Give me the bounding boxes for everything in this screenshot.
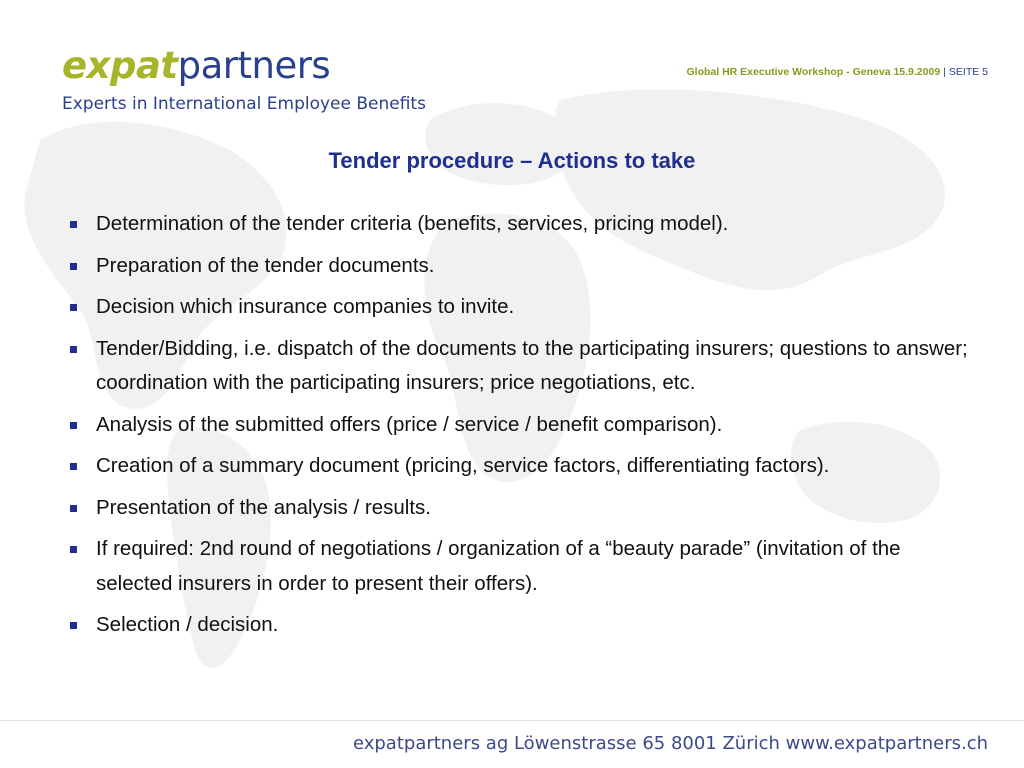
bullet-item <box>68 249 968 284</box>
bullet-text: Analysis of the submitted offers (price / service / benefit comparison). <box>96 412 723 436</box>
bullet-text: Selection / decision. <box>96 613 279 636</box>
square-bullet-icon <box>70 463 77 470</box>
bullet-item <box>68 449 968 484</box>
bullet-text: Determination of the tender criteria (benefits, services, pricing model). <box>96 212 729 235</box>
footer-divider <box>0 720 1024 721</box>
square-bullet-icon <box>70 221 77 228</box>
square-bullet-icon <box>70 304 77 311</box>
header-separator: | <box>943 66 946 78</box>
logo-text-expat: expat <box>62 44 178 87</box>
bullet-item <box>68 290 968 325</box>
logo-text-partners: partners <box>177 44 331 87</box>
bullet-text: If required: 2nd round of negotiations / organization of a “beauty parade” (invitation of the selected insurers in order to present their offers). <box>96 537 901 595</box>
square-bullet-icon <box>70 622 77 629</box>
header-info <box>687 66 989 78</box>
logo-tagline: Experts in International Employee Benefits <box>62 94 426 114</box>
bullet-item <box>68 408 968 443</box>
square-bullet-icon <box>70 546 77 553</box>
page-number: SEITE 5 <box>948 66 988 78</box>
bullet-text: Decision which insurance companies to invite. <box>96 295 515 318</box>
bullet-text: Tender/Bidding, i.e. dispatch of the documents to the participating insurers; questions to answer; coordination with the participating insurers; price negotiations, etc. <box>96 336 968 394</box>
logo-wordmark <box>62 44 426 88</box>
bullet-text: Preparation of the tender documents. <box>96 253 435 277</box>
square-bullet-icon <box>70 422 77 429</box>
slide-title: Tender procedure – Actions to take <box>328 148 696 173</box>
square-bullet-icon <box>70 346 77 353</box>
square-bullet-icon <box>70 263 77 270</box>
bullet-item <box>68 207 968 242</box>
bullet-text: Presentation of the analysis / results. <box>96 495 432 519</box>
bullet-item <box>68 532 968 601</box>
event-label: Global HR Executive Workshop - Geneva 15.9.2009 <box>686 66 941 78</box>
footer-address: expatpartners ag Löwenstrasse 65 8001 Zürich www.expatpartners.ch <box>352 733 988 754</box>
bullet-item <box>68 332 968 401</box>
expatpartners-logo <box>62 44 426 114</box>
bullet-list <box>68 207 968 650</box>
bullet-item <box>68 608 968 643</box>
bullet-item <box>68 491 968 526</box>
square-bullet-icon <box>70 505 77 512</box>
bullet-text: Creation of a summary document (pricing, service factors, differentiating factors). <box>96 454 830 477</box>
